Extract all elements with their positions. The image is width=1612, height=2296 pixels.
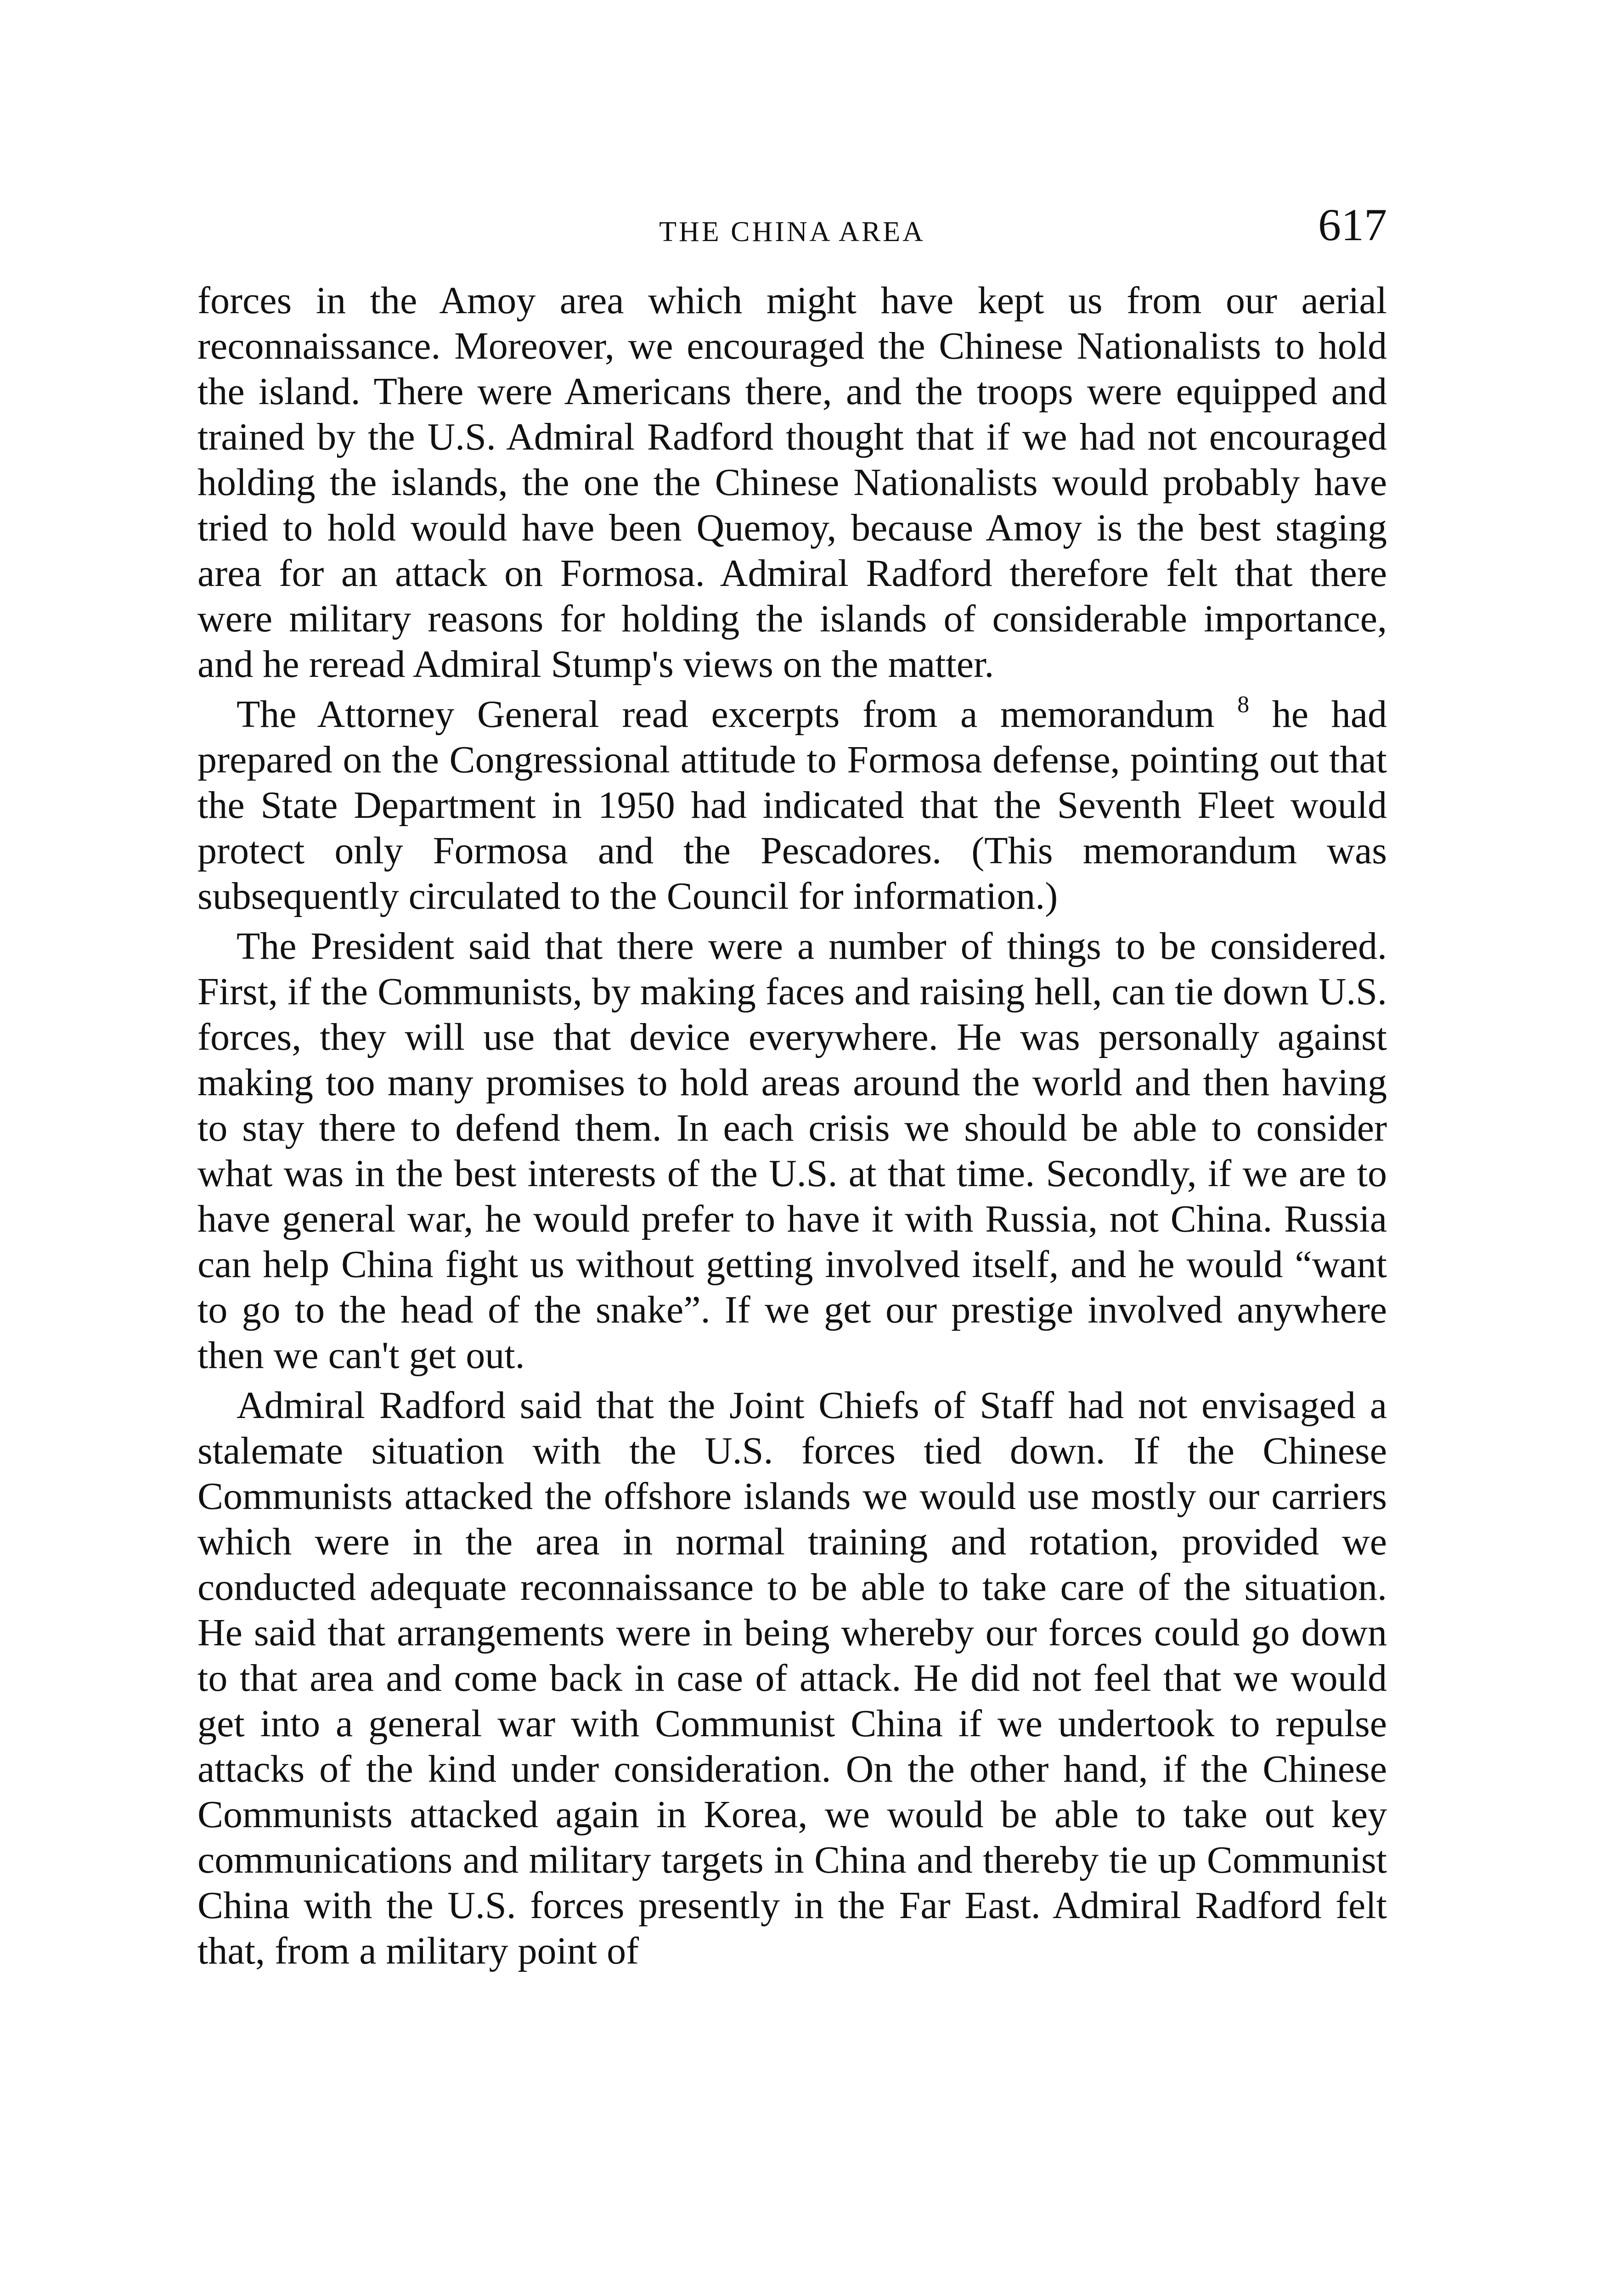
page-number: 617 bbox=[1318, 199, 1387, 250]
footnote-reference[interactable]: 8 bbox=[1237, 692, 1250, 718]
running-head: THE CHINA AREA bbox=[659, 216, 925, 248]
paragraph-4: Admiral Radford said that the Joint Chiefs of Staff had not envisaged a stalemate situation with the U.S. forces tied down. If the Chinese Communists attacked the offshore islands we would use mostly our carriers which were in the area in normal training and rotation, provided we conducted adequate reconnaissance to be able to take care of the situation. He said that arrangements were in being whereby our forces could go down to that area and come back in case of attack. He did not feel that we would get into a general war with Communist China if we undertook to repulse attacks of the kind under consideration. On the other hand, if the Chinese Communists attacked again in Korea, we would be able to take out key communications and military targets in China and thereby tie up Communist China with the U.S. forces presently in the Far East. Admiral Radford felt that, from a military point of bbox=[197, 1384, 1387, 1972]
paragraph-2-text-after: he had prepared on the Congressional attitude to Formosa defense, pointing out that the State Department in 1950 had indicated that the Seventh Fleet would protect only Formosa and the Pescadores. (This memorandum was subsequently circulated to the Council for information.) bbox=[197, 693, 1387, 917]
paragraph-2 bbox=[197, 692, 1387, 919]
page-header bbox=[197, 199, 1387, 266]
body-text bbox=[197, 278, 1387, 1978]
paragraph-1: forces in the Amoy area which might have kept us from our aerial reconnaissance. Moreover, we encouraged the Chinese Nationalists to hold the island. There were Americans there, and the troops were equipped and trained by the U.S. Admiral Radford thought that if we had not encouraged holding the islands, the one the Chinese Nationalists would probably have tried to hold would have been Quemoy, because Amoy is the best staging area for an attack on Formosa. Admiral Radford therefore felt that there were military reasons for holding the islands of considerable importance, and he reread Admiral Stump's views on the matter. bbox=[197, 279, 1387, 686]
paragraph-2-text-before: The Attorney General read excerpts from a memorandum bbox=[237, 693, 1215, 736]
paragraph-3: The President said that there were a number of things to be considered. First, if the Communists, by making faces and raising hell, can tie down U.S. forces, they will use that device everywhere. He was personally against making too many promises to hold areas around the world and then having to stay there to defend them. In each crisis we should be able to consider what was in the best interests of the U.S. at that time. Secondly, if we are to have general war, he would prefer to have it with Russia, not China. Russia can help China fight us without getting involved itself, and he would “want to go to the head of the snake”. If we get our prestige involved anywhere then we can't get out. bbox=[197, 925, 1387, 1377]
